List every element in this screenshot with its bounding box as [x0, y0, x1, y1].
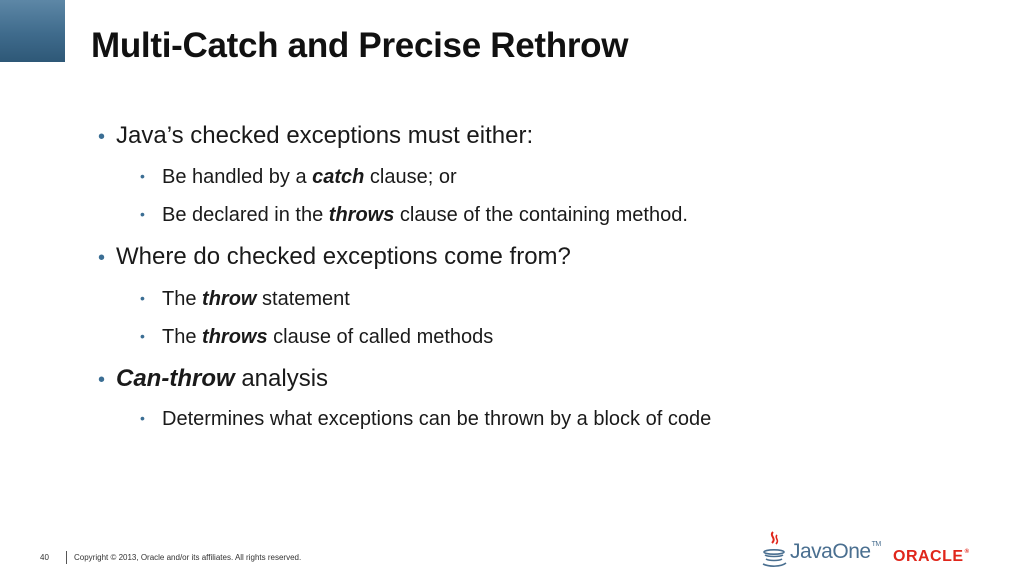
bullet-text: analysis — [234, 365, 329, 392]
keyword-text: catch — [312, 166, 365, 188]
bullet-glyph: • — [98, 247, 106, 269]
bullet-text: Where do checked exceptions come from? — [116, 243, 571, 270]
bullet-glyph: • — [140, 168, 145, 184]
bullet-item — [98, 122, 533, 150]
javaone-wordmark: JavaOne™ — [790, 540, 881, 563]
oracle-logo: ORACLE® — [893, 548, 970, 565]
keyword-text: Can-throw — [116, 365, 235, 392]
bullet-text: Java’s checked exceptions must either: — [116, 122, 534, 149]
bullet-text: The — [162, 288, 203, 310]
bullet-glyph: • — [140, 328, 145, 344]
keyword-text: throw — [202, 288, 257, 310]
keyword-text: throws — [202, 326, 268, 348]
bullet-text: clause; or — [364, 166, 457, 188]
sub-bullet-item — [140, 326, 493, 349]
bullet-text: clause of called methods — [267, 326, 494, 348]
sub-bullet-item — [140, 166, 457, 189]
bullet-text: clause of the containing method. — [394, 204, 688, 226]
footer-divider — [66, 551, 67, 564]
bullet-item — [98, 243, 571, 271]
sub-bullet-item — [140, 408, 711, 431]
java-cup-icon — [760, 530, 788, 570]
bullet-text: The — [162, 326, 203, 348]
copyright-notice: Copyright © 2013, Oracle and/or its affiliates. All rights reserved. — [74, 553, 302, 562]
bullet-text: Determines what exceptions can be thrown by a block of code — [162, 408, 712, 430]
bullet-glyph: • — [98, 126, 106, 148]
page-number: 40 — [40, 553, 49, 562]
bullet-glyph: • — [98, 369, 106, 391]
sub-bullet-item — [140, 204, 688, 227]
javaone-logo — [760, 530, 881, 570]
corner-accent-block — [0, 0, 65, 62]
bullet-glyph: • — [140, 290, 145, 306]
slide-title: Multi-Catch and Precise Rethrow — [91, 26, 629, 65]
keyword-text: throws — [328, 204, 395, 226]
bullet-text: statement — [256, 288, 350, 310]
bullet-text: Be handled by a — [162, 166, 313, 188]
bullet-item — [98, 365, 328, 393]
bullet-glyph: • — [140, 410, 145, 426]
bullet-text: Be declared in the — [162, 204, 329, 226]
sub-bullet-item — [140, 288, 350, 311]
bullet-glyph: • — [140, 206, 145, 222]
